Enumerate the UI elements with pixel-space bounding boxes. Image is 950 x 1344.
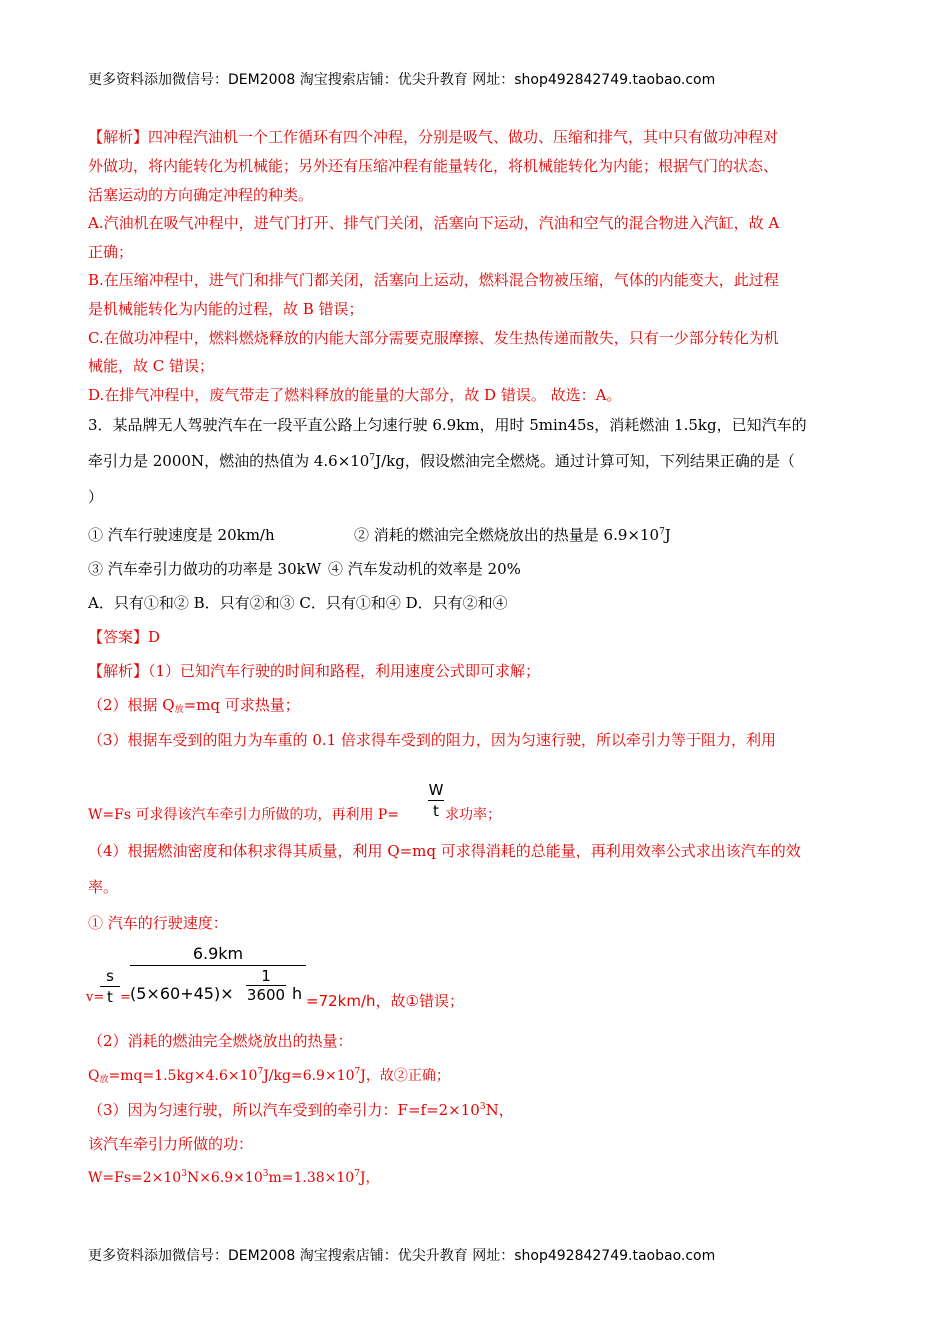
analysis-line-9: $Q_放=mq=1.5kg\times 4.6\times 10^7J/kg=6.9\times 10^7J$，故②正确； <box>88 1067 450 1085</box>
s-over-t <box>100 966 120 1007</box>
statement-1: ① 汽车行驶速度是 20km/h <box>88 526 275 544</box>
statement-3: ③ 汽车牵引力做功的功率是 30kW <box>88 560 322 578</box>
analysis-prev-line-1: 【解析】四冲程汽油机一个工作循环有四个冲程，分别是吸气、做功、压缩和排气，其中只有做功冲程对 <box>88 128 779 146</box>
velocity-formula <box>86 944 464 1014</box>
distance-value: 6.9km <box>192 944 244 963</box>
hour-unit: h <box>292 984 303 1003</box>
equals-sign: = <box>120 990 131 1005</box>
question-line-3: ） <box>88 488 104 506</box>
analysis-line-2: （2）根据 $Q_放=mq$ 可求热量； <box>88 696 300 715</box>
analysis-prev-line-7: 是机械能转化为内能的过程，故 B 错误； <box>88 300 364 318</box>
v-label: v= <box>86 990 105 1005</box>
s-symbol: s <box>100 966 120 987</box>
analysis-line-5: （4）根据燃油密度和体积求得其质量，利用 Q=mq 可求得消耗的总能量，再利用效率公式求出该汽车的效 <box>88 842 801 860</box>
analysis-line-10: （3）因为匀速行驶，所以汽车受到的牵引力：$F=f=2\times 10^3N$， <box>88 1101 514 1119</box>
statement-2: ② 消耗的燃油完全燃烧放出的热量是 $6.9\times 10^7J$ <box>354 526 671 544</box>
page-footer: 更多资料添加微信号：DEM2008 淘宝搜索店铺：优尖升教育 网址：shop492842749.taobao.com <box>88 1248 716 1264</box>
statement-4: ④ 汽车发动机的效率是 20% <box>328 560 521 578</box>
analysis-prev-line-10: D.在排气冲程中，废气带走了燃料释放的能量的大部分，故 D 错误。 故选：A。 <box>88 386 622 404</box>
main-fraction-bar <box>130 965 306 966</box>
denominator-3600: 3600 <box>246 986 286 1004</box>
analysis-line-4a: W=Fs 可求得该汽车牵引力所做的功，再利用 P= <box>88 807 400 823</box>
analysis-prev-line-9: 械能，故 C 错误； <box>88 357 215 375</box>
analysis-prev-line-3: 活塞运动的方向确定冲程的种类。 <box>88 186 314 204</box>
analysis-line-8: （2）消耗的燃油完全燃烧放出的热量： <box>88 1032 353 1050</box>
t-symbol: t <box>107 988 113 1006</box>
analysis-prev-line-6: B.在压缩冲程中，进气门和排气门都关闭，活塞向上运动，燃料混合物被压缩，气体的内能变大，此过程 <box>88 271 779 289</box>
analysis-prev-line-2: 外做功，将内能转化为机械能；另外还有压缩冲程有能量转化，将机械能转化为内能；根据气门的状态、 <box>88 157 779 175</box>
analysis-line-4b: 求功率； <box>445 807 501 823</box>
fraction-denominator: t <box>433 802 439 820</box>
analysis-line-12: $W=Fs=2\times 10^3N\times 6.9\times 10^3m=1.38\times 10^7J$， <box>88 1169 380 1186</box>
velocity-result: =72km/h，故①错误； <box>306 992 464 1010</box>
question-line-2: 牵引力是 2000N，燃油的热值为 $4.6\times 10^7J/kg$，假设燃油完全燃烧。通过计算可知，下列结果正确的是（ <box>88 452 795 470</box>
analysis-prev-line-5: 正确； <box>88 243 134 261</box>
analysis-line-7: ① 汽车的行驶速度： <box>88 914 228 932</box>
one-over-3600 <box>246 967 286 1004</box>
analysis-prev-line-4: A.汽油机在吸气冲程中，进气门打开、排气门关闭，活塞向下运动，汽油和空气的混合物进入汽缸，故 A <box>88 214 780 232</box>
page-header: 更多资料添加微信号：DEM2008 淘宝搜索店铺：优尖升教育 网址：shop492842749.taobao.com <box>88 72 716 88</box>
analysis-prev-line-8: C.在做功冲程中，燃料燃烧释放的内能大部分需要克服摩擦、发生热传递而散失，只有一少部分转化为机 <box>88 329 779 347</box>
analysis-line-1: 【解析】（1）已知汽车行驶的时间和路程，利用速度公式即可求解； <box>88 662 541 680</box>
analysis-line-11: 该汽车牵引力所做的功： <box>88 1135 254 1153</box>
analysis-line-3: （3）根据车受到的阻力为车重的 0.1 倍求得车受到的阻力，因为匀速行驶，所以牵引力等于阻力，利用 <box>88 731 776 749</box>
numerator-one: 1 <box>246 967 286 986</box>
question-line-1: 3．某品牌无人驾驶汽车在一段平直公路上匀速行驶 6.9km，用时 5min45s，消耗燃油 1.5kg，已知汽车的 <box>88 416 807 434</box>
answer-line: 【答案】D <box>88 628 161 646</box>
answer-options: A．只有①和② B．只有②和③ C．只有①和④ D．只有②和④ <box>88 594 508 612</box>
power-fraction <box>428 780 444 821</box>
analysis-line-6: 率。 <box>88 878 119 896</box>
time-expression: (5×60+45)× <box>130 984 234 1003</box>
fraction-numerator: W <box>428 781 444 799</box>
